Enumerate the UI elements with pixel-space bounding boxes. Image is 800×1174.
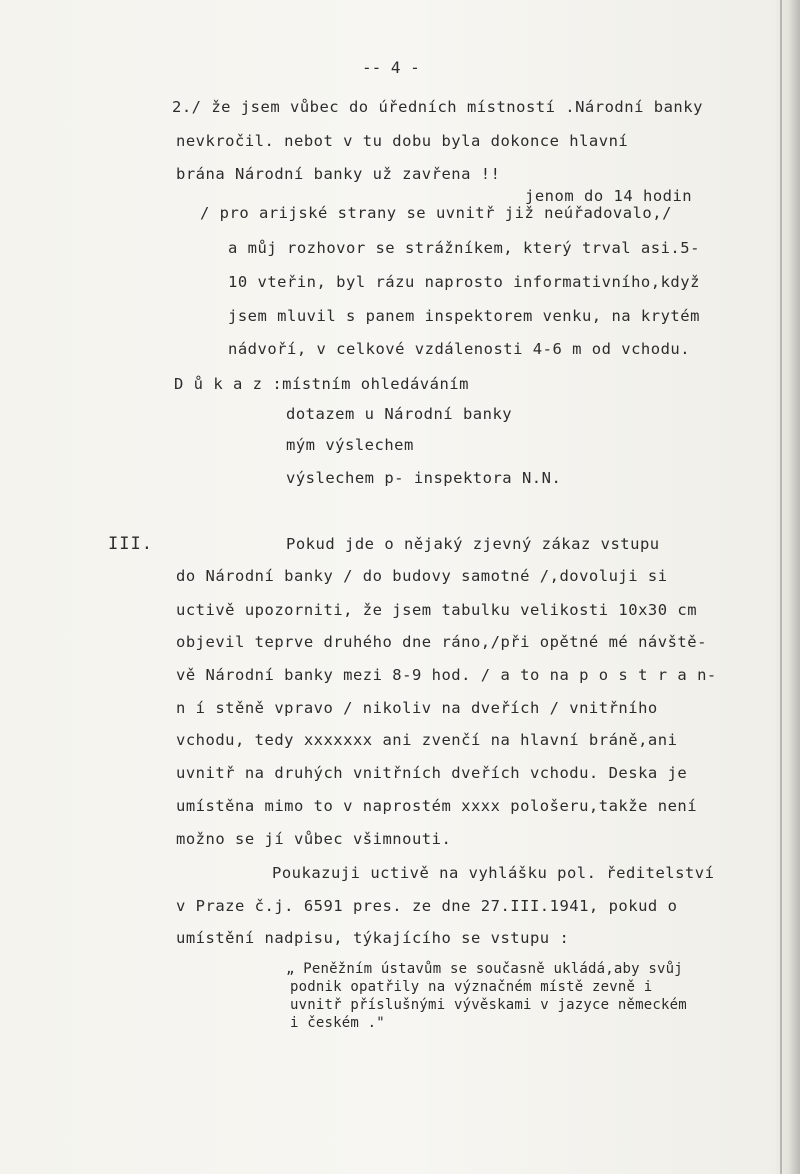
text-line: možno se jí vůbec všimnouti. [176,830,452,848]
text-line: Poukazuji uctivě na vyhlášku pol. ředitelství [272,864,715,882]
text-line: vě Národní banky mezi 8-9 hod. / a to na p o s t r a n- [176,666,717,684]
text-line: jenom do 14 hodin [525,187,693,205]
text-line: mým výslechem [286,436,414,454]
text-line: 10 vteřin, byl rázu naprosto informativního,když [228,273,700,291]
text-line: umístěna mimo to v naprostém xxxx pološeru,takže není [176,797,698,815]
page-number: -- 4 - [362,58,420,77]
text-line: umístění nadpisu, týkajícího se vstupu : [176,929,570,947]
quoted-text-line: uvnitř příslušnými vývěskami v jazyce německém [290,997,687,1013]
text-line: brána Národní banky už zavřena !! [176,165,501,183]
quoted-text-line: i českém ." [290,1015,385,1031]
text-line: objevil teprve druhého dne ráno,/při opětné mé návště- [176,633,707,651]
text-line: v Praze č.j. 6591 pres. ze dne 27.III.1941, pokud o [176,897,678,915]
quoted-text-line: podnik opatřily na význačném místě zevně i [290,979,653,995]
text-line: Pokud jde o nějaký zjevný zákaz vstupu [286,535,660,553]
margin-section-numeral: III. [108,534,153,554]
page-edge-shadow [774,0,800,1174]
text-line: uvnitř na druhých vnitřních dveřích vchodu. Deska je [176,764,688,782]
text-line: nádvoří, v celkové vzdálenosti 4-6 m od vchodu. [228,340,691,358]
text-line: a můj rozhovor se strážníkem, který trval asi.5- [228,239,700,257]
text-line: výslechem p- inspektora N.N. [286,469,562,487]
text-line: 2./ že jsem vůbec do úředních místností .Národní banky [172,98,703,116]
text-line: jsem mluvil s panem inspektorem venku, na krytém [228,307,700,325]
text-line: / pro arijské strany se uvnitř již neúřadovalo,/ [200,204,672,222]
text-line: dotazem u Národní banky [286,405,513,423]
text-line: n í stěně vpravo / nikoliv na dveřích / vnitřního [176,699,658,717]
text-line: D ů k a z :místním ohledáváním [174,375,469,393]
text-line: vchodu, tedy xxxxxxx ani zvenčí na hlavní bráně,ani [176,731,678,749]
page-edge-line [780,0,782,1174]
text-line: uctivě upozorniti, že jsem tabulku velikosti 10x30 cm [176,601,698,619]
text-line: nevkročil. nebot v tu dobu byla dokonce hlavní [176,132,629,150]
quoted-text-line: „ Peněžním ústavům se současně ukládá,aby svůj [286,961,683,977]
text-line: do Národní banky / do budovy samotné /,dovoluji si [176,567,668,585]
